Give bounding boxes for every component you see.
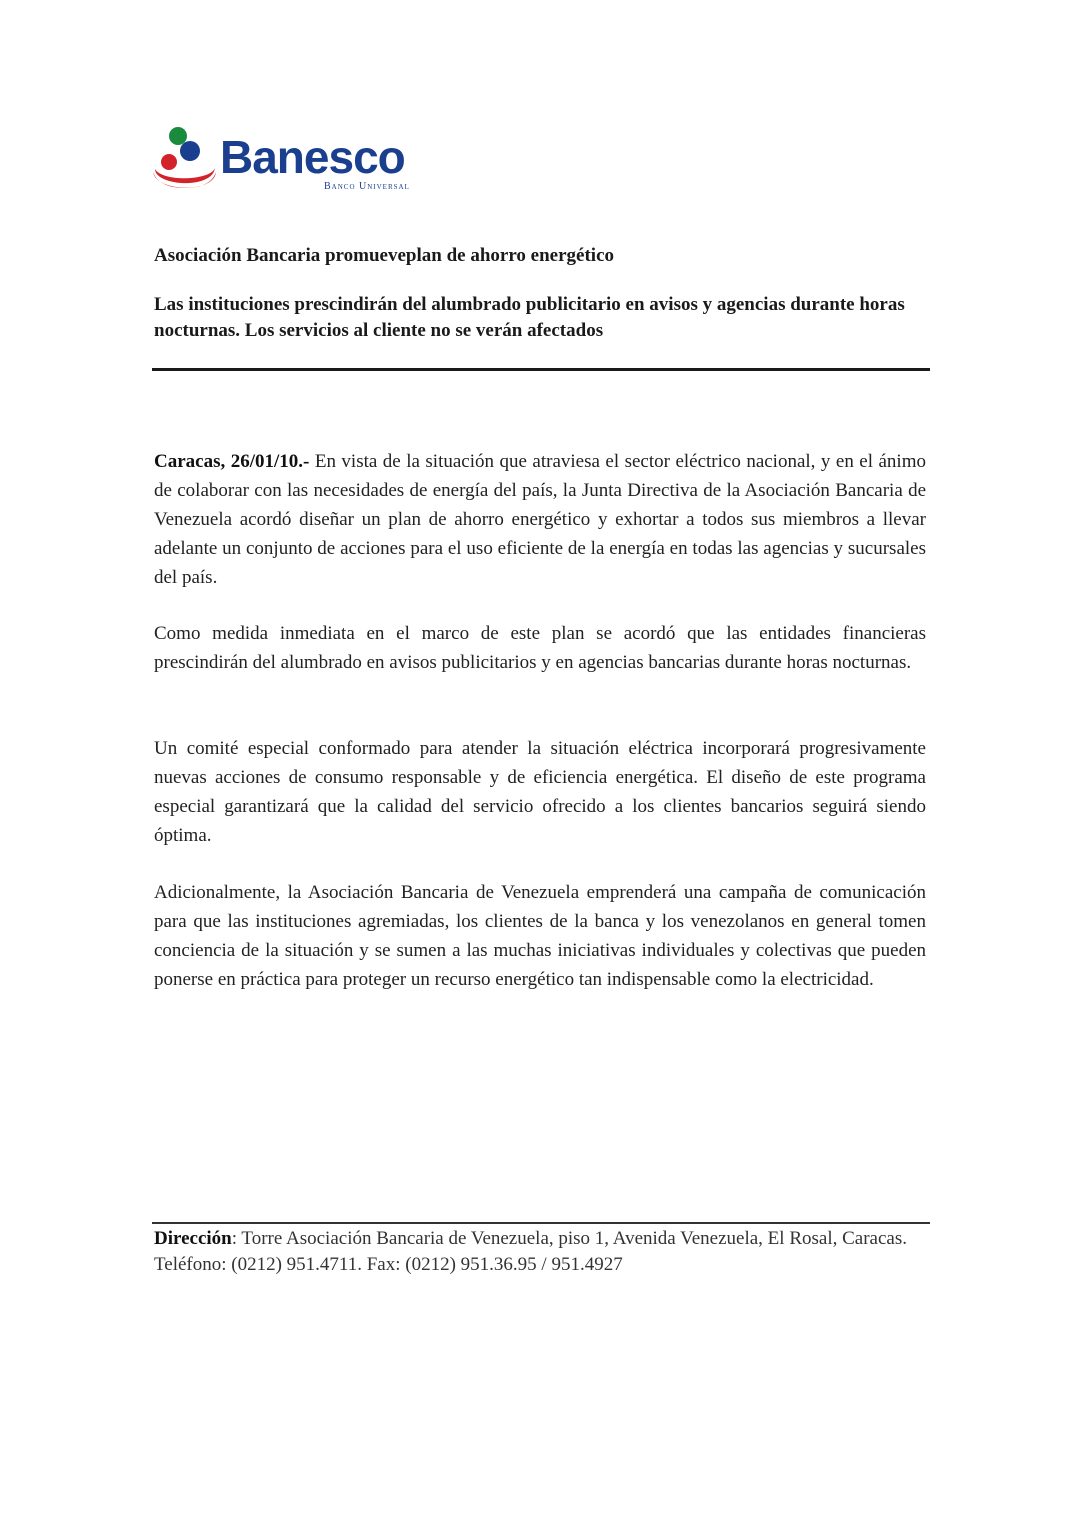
footer-address xyxy=(154,1226,914,1278)
banesco-emblem-icon xyxy=(152,126,218,196)
footer-divider xyxy=(152,1222,930,1224)
footer-text: : Torre Asociación Bancaria de Venezuela, piso 1, Avenida Venezuela, El Rosal, Caracas. Teléfono: (0212) 951.4711. Fax: (0212) 951.36.95 / 951.4927 xyxy=(154,1228,907,1275)
body-paragraph-2: Como medida inmediata en el marco de este plan se acordó que las entidades financieras prescindirán del alumbrado en avisos publicitarios y en agencias bancarias durante horas nocturnas. xyxy=(154,623,926,673)
brand-name: Banesco xyxy=(220,131,405,183)
body-paragraph-3: Un comité especial conformado para atender la situación eléctrica incorporará progresivamente nuevas acciones de consumo responsable y de eficiencia energética. El diseño de este programa especial garantizará que la calidad del servicio ofrecido a los clientes bancarios seguirá siendo óptima. xyxy=(154,738,926,846)
banesco-logo xyxy=(152,126,452,198)
paragraph-1-text: En vista de la situación que atraviesa el sector eléctrico nacional, y en el ánimo de colaborar con las necesidades de energía del país, la Junta Directiva de la Asociación Bancaria de Venezuela acordó diseñar un plan de ahorro energético y exhortar a todos sus miembros a llevar adelante un conjunto de acciones para el uso eficiente de la energía en todas las agencias y sucursales del país. xyxy=(154,451,926,588)
body-paragraph-1 xyxy=(154,447,926,592)
headline: Asociación Bancaria promueveplan de ahorro energético xyxy=(154,245,614,266)
brand-subtitle: Banco Universal xyxy=(324,181,410,192)
subheadline: Las instituciones prescindirán del alumbrado publicitario en avisos y agencias durante horas nocturnas. Los servicios al cliente no se verán afectados xyxy=(154,294,905,341)
body-paragraph-4: Adicionalmente, la Asociación Bancaria de Venezuela emprenderá una campaña de comunicación para que las instituciones agremiadas, los clientes de la banca y los venezolanos en general tomen conciencia de la situación y se sumen a las muchas iniciativas individuales y colectivas que pueden ponerse en práctica para proteger un recurso energético tan indispensable como la electricidad. xyxy=(154,882,926,990)
header-divider xyxy=(152,368,930,371)
footer-label: Dirección xyxy=(154,1228,232,1249)
dateline: Caracas, 26/01/10.- xyxy=(154,451,310,472)
